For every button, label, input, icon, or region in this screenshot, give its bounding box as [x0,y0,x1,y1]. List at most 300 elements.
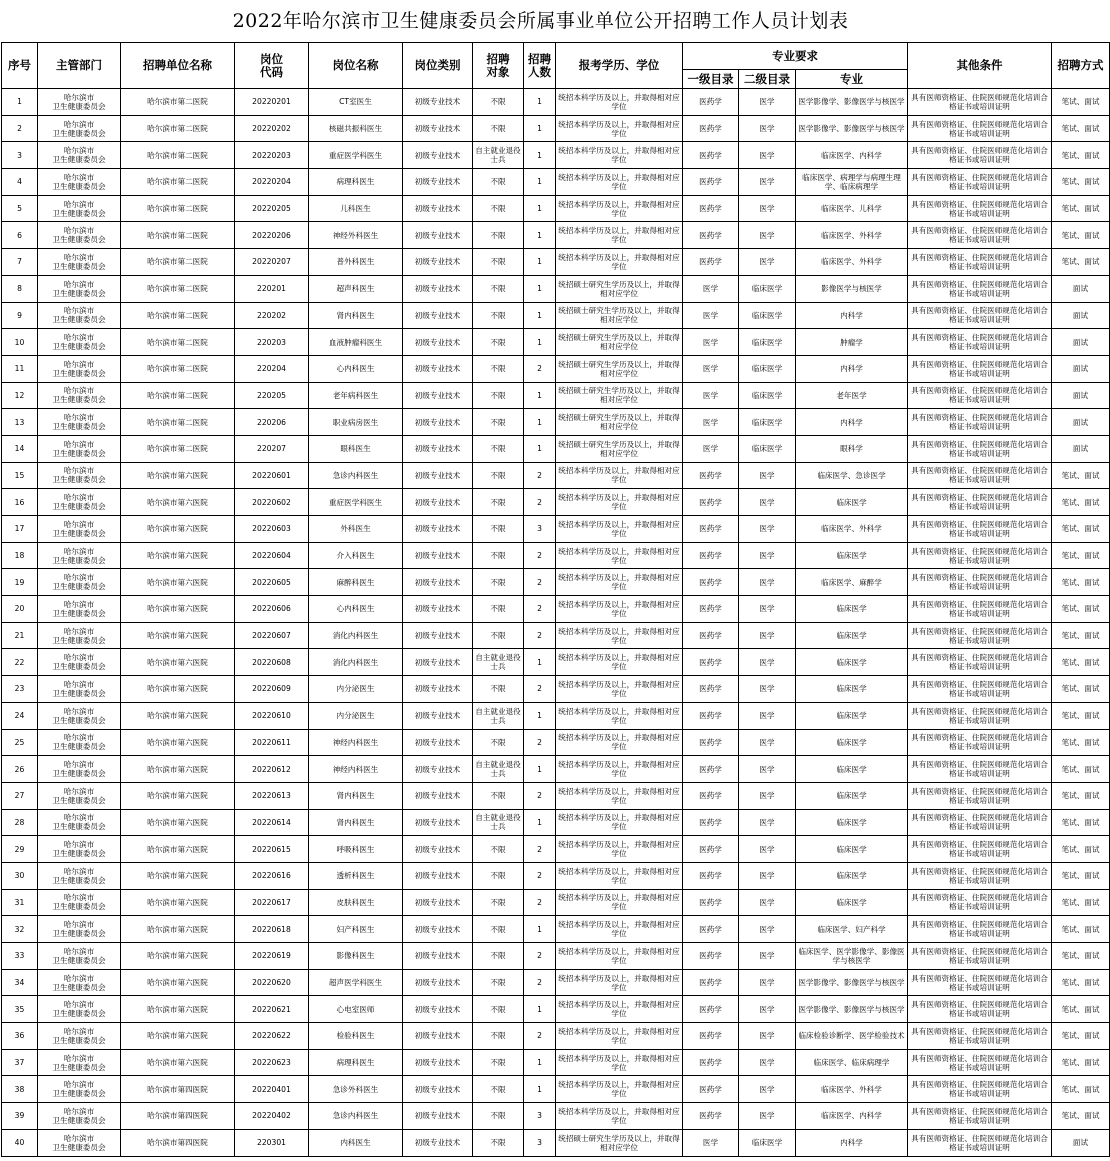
cell-post: 核磁共振科医生 [309,115,403,142]
cell-count: 2 [524,462,556,489]
cell-major-l1: 医学 [683,409,739,436]
cell-seq: 26 [2,756,38,783]
cell-seq: 30 [2,862,38,889]
cell-other: 具有医师资格证、住院医师规范化培训合格证书或培训证明 [908,409,1052,436]
table-row [2,355,1110,382]
cell-count: 1 [524,702,556,729]
cell-target: 不限 [473,889,524,916]
cell-other: 具有医师资格证、住院医师规范化培训合格证书或培训证明 [908,516,1052,543]
cell-code: 20220402 [235,1103,309,1130]
cell-seq: 33 [2,943,38,970]
cell-dept: 哈尔滨市 卫生健康委员会 [38,622,121,649]
cell-post: 重症医学科医生 [309,142,403,169]
cell-major: 临床医学、妇产科学 [796,916,908,943]
cell-method: 笔试、面试 [1052,169,1110,196]
cell-dept: 哈尔滨市 卫生健康委员会 [38,542,121,569]
cell-other: 具有医师资格证、住院医师规范化培训合格证书或培训证明 [908,1049,1052,1076]
cell-seq: 2 [2,115,38,142]
cell-major-l1: 医药学 [683,1103,739,1130]
header-major: 专业 [796,70,908,89]
cell-major-l2: 医学 [739,622,796,649]
table-row [2,1076,1110,1103]
cell-major-l2: 临床医学 [739,382,796,409]
cell-count: 1 [524,275,556,302]
cell-post: 内科医生 [309,1129,403,1156]
cell-target: 自主就业退役士兵 [473,756,524,783]
cell-major-l1: 医学 [683,435,739,462]
cell-category: 初级专业技术 [403,969,473,996]
cell-major: 临床医学、麻醉学 [796,569,908,596]
cell-other: 具有医师资格证、住院医师规范化培训合格证书或培训证明 [908,702,1052,729]
cell-major-l1: 医药学 [683,916,739,943]
cell-other: 具有医师资格证、住院医师规范化培训合格证书或培训证明 [908,435,1052,462]
cell-seq: 40 [2,1129,38,1156]
cell-category: 初级专业技术 [403,569,473,596]
cell-major-l1: 医药学 [683,1023,739,1050]
cell-other: 具有医师资格证、住院医师规范化培训合格证书或培训证明 [908,462,1052,489]
cell-edu: 统招本科学历及以上，并取得相对应学位 [556,862,683,889]
cell-seq: 17 [2,516,38,543]
cell-unit: 哈尔滨市第六医院 [121,943,235,970]
cell-dept: 哈尔滨市 卫生健康委员会 [38,676,121,703]
cell-post: 病理科医生 [309,1049,403,1076]
cell-method: 面试 [1052,1129,1110,1156]
cell-code: 220205 [235,382,309,409]
cell-seq: 12 [2,382,38,409]
cell-count: 2 [524,836,556,863]
cell-seq: 13 [2,409,38,436]
cell-dept: 哈尔滨市 卫生健康委员会 [38,1103,121,1130]
cell-post: 影像科医生 [309,943,403,970]
cell-category: 初级专业技术 [403,275,473,302]
cell-code: 20220617 [235,889,309,916]
cell-method: 笔试、面试 [1052,489,1110,516]
table-row [2,596,1110,623]
cell-method: 笔试、面试 [1052,729,1110,756]
cell-seq: 14 [2,435,38,462]
cell-other: 具有医师资格证、住院医师规范化培训合格证书或培训证明 [908,969,1052,996]
cell-count: 1 [524,142,556,169]
cell-other: 具有医师资格证、住院医师规范化培训合格证书或培训证明 [908,649,1052,676]
cell-count: 2 [524,889,556,916]
cell-other: 具有医师资格证、住院医师规范化培训合格证书或培训证明 [908,169,1052,196]
cell-post: 血液肿瘤科医生 [309,329,403,356]
cell-count: 2 [524,969,556,996]
cell-edu: 统招硕士研究生学历及以上，并取得相对应学位 [556,409,683,436]
cell-major-l1: 医药学 [683,756,739,783]
cell-count: 2 [524,542,556,569]
cell-count: 2 [524,1023,556,1050]
cell-major-l2: 医学 [739,516,796,543]
cell-edu: 统招本科学历及以上，并取得相对应学位 [556,462,683,489]
cell-post: 急诊外科医生 [309,1076,403,1103]
cell-method: 笔试、面试 [1052,969,1110,996]
cell-code: 20220609 [235,676,309,703]
cell-other: 具有医师资格证、住院医师规范化培训合格证书或培训证明 [908,569,1052,596]
cell-major-l1: 医药学 [683,782,739,809]
cell-count: 1 [524,916,556,943]
cell-method: 笔试、面试 [1052,916,1110,943]
cell-category: 初级专业技术 [403,729,473,756]
cell-method: 面试 [1052,382,1110,409]
cell-category: 初级专业技术 [403,516,473,543]
cell-count: 1 [524,115,556,142]
cell-category: 初级专业技术 [403,889,473,916]
cell-post: 重症医学科医生 [309,489,403,516]
cell-post: 皮肤科医生 [309,889,403,916]
table-row [2,782,1110,809]
cell-post: 超声科医生 [309,275,403,302]
cell-target: 不限 [473,1129,524,1156]
cell-count: 2 [524,489,556,516]
cell-unit: 哈尔滨市第二医院 [121,222,235,249]
header-target: 招聘 对象 [473,43,524,89]
cell-major-l1: 医药学 [683,142,739,169]
cell-edu: 统招硕士研究生学历及以上，并取得相对应学位 [556,1129,683,1156]
cell-category: 初级专业技术 [403,329,473,356]
cell-edu: 统招本科学历及以上，并取得相对应学位 [556,222,683,249]
cell-post: 内分泌医生 [309,676,403,703]
cell-method: 笔试、面试 [1052,756,1110,783]
cell-major: 临床医学 [796,702,908,729]
table-row [2,249,1110,276]
table-row [2,516,1110,543]
cell-dept: 哈尔滨市 卫生健康委员会 [38,756,121,783]
cell-major: 临床医学 [796,596,908,623]
cell-category: 初级专业技术 [403,1023,473,1050]
table-row [2,489,1110,516]
cell-count: 1 [524,382,556,409]
cell-major-l2: 临床医学 [739,302,796,329]
cell-target: 自主就业退役士兵 [473,142,524,169]
cell-dept: 哈尔滨市 卫生健康委员会 [38,836,121,863]
table-row [2,195,1110,222]
cell-category: 初级专业技术 [403,756,473,783]
cell-dept: 哈尔滨市 卫生健康委员会 [38,435,121,462]
cell-major-l2: 医学 [739,1023,796,1050]
cell-seq: 24 [2,702,38,729]
cell-major-l1: 医药学 [683,489,739,516]
cell-other: 具有医师资格证、住院医师规范化培训合格证书或培训证明 [908,782,1052,809]
cell-major: 影像医学与核医学 [796,275,908,302]
cell-major-l2: 医学 [739,676,796,703]
cell-count: 2 [524,622,556,649]
cell-target: 不限 [473,569,524,596]
cell-other: 具有医师资格证、住院医师规范化培训合格证书或培训证明 [908,249,1052,276]
cell-other: 具有医师资格证、住院医师规范化培训合格证书或培训证明 [908,142,1052,169]
cell-edu: 统招本科学历及以上，并取得相对应学位 [556,142,683,169]
cell-other: 具有医师资格证、住院医师规范化培训合格证书或培训证明 [908,1129,1052,1156]
cell-seq: 21 [2,622,38,649]
cell-code: 20220621 [235,996,309,1023]
cell-major-l1: 医学 [683,329,739,356]
cell-unit: 哈尔滨市第二医院 [121,382,235,409]
cell-unit: 哈尔滨市第二医院 [121,89,235,116]
cell-seq: 25 [2,729,38,756]
cell-dept: 哈尔滨市 卫生健康委员会 [38,1049,121,1076]
cell-count: 1 [524,435,556,462]
cell-major-l2: 医学 [739,943,796,970]
cell-target: 不限 [473,435,524,462]
cell-code: 220207 [235,435,309,462]
cell-post: 肾内科医生 [309,782,403,809]
cell-method: 笔试、面试 [1052,1023,1110,1050]
cell-edu: 统招本科学历及以上，并取得相对应学位 [556,702,683,729]
cell-other: 具有医师资格证、住院医师规范化培训合格证书或培训证明 [908,195,1052,222]
cell-code: 20220201 [235,89,309,116]
cell-code: 20220207 [235,249,309,276]
cell-unit: 哈尔滨市第六医院 [121,782,235,809]
cell-category: 初级专业技术 [403,435,473,462]
table-row [2,729,1110,756]
cell-count: 2 [524,943,556,970]
header-category: 岗位类别 [403,43,473,89]
table-row [2,275,1110,302]
cell-major-l2: 医学 [739,649,796,676]
cell-seq: 39 [2,1103,38,1130]
cell-category: 初级专业技术 [403,782,473,809]
cell-unit: 哈尔滨市第二医院 [121,249,235,276]
cell-category: 初级专业技术 [403,1129,473,1156]
table-row [2,916,1110,943]
cell-count: 1 [524,302,556,329]
cell-major-l1: 医药学 [683,702,739,729]
header-edu: 报考学历、学位 [556,43,683,89]
cell-code: 220201 [235,275,309,302]
cell-seq: 36 [2,1023,38,1050]
cell-edu: 统招本科学历及以上，并取得相对应学位 [556,569,683,596]
cell-major-l1: 医药学 [683,809,739,836]
cell-dept: 哈尔滨市 卫生健康委员会 [38,302,121,329]
cell-seq: 18 [2,542,38,569]
table-row [2,1103,1110,1130]
cell-method: 笔试、面试 [1052,702,1110,729]
cell-edu: 统招本科学历及以上，并取得相对应学位 [556,943,683,970]
cell-target: 不限 [473,1103,524,1130]
cell-target: 自主就业退役士兵 [473,649,524,676]
cell-code: 20220614 [235,809,309,836]
cell-seq: 11 [2,355,38,382]
cell-other: 具有医师资格证、住院医师规范化培训合格证书或培训证明 [908,355,1052,382]
cell-edu: 统招本科学历及以上，并取得相对应学位 [556,596,683,623]
cell-method: 笔试、面试 [1052,569,1110,596]
cell-method: 笔试、面试 [1052,809,1110,836]
cell-method: 笔试、面试 [1052,115,1110,142]
cell-count: 3 [524,1129,556,1156]
recruitment-plan-table [1,42,1110,1157]
cell-edu: 统招本科学历及以上，并取得相对应学位 [556,969,683,996]
cell-major: 内科学 [796,1129,908,1156]
cell-major-l2: 医学 [739,569,796,596]
cell-post: 内分泌医生 [309,702,403,729]
cell-count: 1 [524,222,556,249]
cell-unit: 哈尔滨市第二医院 [121,329,235,356]
header-seq: 序号 [2,43,38,89]
header-unit: 招聘单位名称 [121,43,235,89]
cell-unit: 哈尔滨市第六医院 [121,836,235,863]
cell-target: 不限 [473,1023,524,1050]
cell-code: 20220620 [235,969,309,996]
cell-target: 不限 [473,115,524,142]
cell-count: 2 [524,355,556,382]
cell-unit: 哈尔滨市第二医院 [121,302,235,329]
cell-category: 初级专业技术 [403,1049,473,1076]
cell-major-l1: 医药学 [683,115,739,142]
cell-unit: 哈尔滨市第二医院 [121,115,235,142]
cell-unit: 哈尔滨市第六医院 [121,676,235,703]
cell-major: 老年医学 [796,382,908,409]
cell-code: 20220204 [235,169,309,196]
cell-category: 初级专业技术 [403,943,473,970]
cell-unit: 哈尔滨市第六医院 [121,1049,235,1076]
cell-edu: 统招本科学历及以上，并取得相对应学位 [556,809,683,836]
cell-dept: 哈尔滨市 卫生健康委员会 [38,489,121,516]
cell-unit: 哈尔滨市第六医院 [121,729,235,756]
table-row [2,943,1110,970]
cell-major-l1: 医药学 [683,89,739,116]
cell-category: 初级专业技术 [403,169,473,196]
cell-count: 3 [524,516,556,543]
cell-post: 老年病科医生 [309,382,403,409]
cell-major-l1: 医药学 [683,249,739,276]
cell-unit: 哈尔滨市第六医院 [121,516,235,543]
cell-major-l1: 医学 [683,382,739,409]
cell-method: 笔试、面试 [1052,996,1110,1023]
cell-major: 临床医学、内科学 [796,1103,908,1130]
cell-dept: 哈尔滨市 卫生健康委员会 [38,516,121,543]
cell-code: 20220607 [235,622,309,649]
cell-category: 初级专业技术 [403,115,473,142]
cell-major-l1: 医学 [683,355,739,382]
table-row [2,836,1110,863]
cell-unit: 哈尔滨市第六医院 [121,649,235,676]
cell-dept: 哈尔滨市 卫生健康委员会 [38,1023,121,1050]
cell-major: 临床医学 [796,862,908,889]
document-title: 2022年哈尔滨市卫生健康委员会所属事业单位公开招聘工作人员计划表 [232,10,849,32]
cell-target: 不限 [473,969,524,996]
cell-target: 自主就业退役士兵 [473,702,524,729]
cell-seq: 34 [2,969,38,996]
cell-seq: 15 [2,462,38,489]
cell-major-l2: 医学 [739,222,796,249]
cell-post: 神经内科医生 [309,756,403,783]
cell-other: 具有医师资格证、住院医师规范化培训合格证书或培训证明 [908,1103,1052,1130]
header-other: 其他条件 [908,43,1052,89]
cell-seq: 35 [2,996,38,1023]
cell-edu: 统招本科学历及以上，并取得相对应学位 [556,115,683,142]
cell-code: 20220205 [235,195,309,222]
cell-edu: 统招本科学历及以上，并取得相对应学位 [556,89,683,116]
cell-seq: 4 [2,169,38,196]
cell-count: 2 [524,729,556,756]
cell-target: 不限 [473,916,524,943]
table-row [2,622,1110,649]
cell-unit: 哈尔滨市第二医院 [121,355,235,382]
cell-major: 临床医学、医学影像学、影像医学与核医学 [796,943,908,970]
cell-count: 3 [524,1103,556,1130]
cell-method: 笔试、面试 [1052,782,1110,809]
cell-dept: 哈尔滨市 卫生健康委员会 [38,809,121,836]
cell-major: 临床医学 [796,649,908,676]
table-row [2,569,1110,596]
cell-other: 具有医师资格证、住院医师规范化培训合格证书或培训证明 [908,1076,1052,1103]
cell-dept: 哈尔滨市 卫生健康委员会 [38,649,121,676]
table-row [2,302,1110,329]
cell-target: 不限 [473,329,524,356]
cell-post: 心电室医师 [309,996,403,1023]
cell-major-l1: 医药学 [683,195,739,222]
cell-major-l1: 医学 [683,1129,739,1156]
cell-major: 眼科学 [796,435,908,462]
cell-major: 临床医学 [796,542,908,569]
cell-other: 具有医师资格证、住院医师规范化培训合格证书或培训证明 [908,676,1052,703]
cell-target: 不限 [473,169,524,196]
cell-post: 急诊内科医生 [309,1103,403,1130]
header-dept: 主管部门 [38,43,121,89]
cell-code: 220203 [235,329,309,356]
cell-post: 介入科医生 [309,542,403,569]
cell-category: 初级专业技术 [403,996,473,1023]
cell-major-l1: 医药学 [683,889,739,916]
cell-major-l2: 医学 [739,195,796,222]
table-row [2,1129,1110,1156]
cell-edu: 统招本科学历及以上，并取得相对应学位 [556,169,683,196]
cell-unit: 哈尔滨市第六医院 [121,889,235,916]
cell-other: 具有医师资格证、住院医师规范化培训合格证书或培训证明 [908,329,1052,356]
cell-method: 笔试、面试 [1052,142,1110,169]
cell-seq: 29 [2,836,38,863]
cell-target: 不限 [473,782,524,809]
cell-major-l1: 医药学 [683,542,739,569]
cell-category: 初级专业技术 [403,142,473,169]
cell-method: 笔试、面试 [1052,1103,1110,1130]
cell-dept: 哈尔滨市 卫生健康委员会 [38,115,121,142]
cell-other: 具有医师资格证、住院医师规范化培训合格证书或培训证明 [908,222,1052,249]
cell-major-l2: 临床医学 [739,275,796,302]
table-row [2,996,1110,1023]
cell-major-l2: 医学 [739,969,796,996]
cell-seq: 22 [2,649,38,676]
cell-unit: 哈尔滨市第六医院 [121,596,235,623]
cell-other: 具有医师资格证、住院医师规范化培训合格证书或培训证明 [908,622,1052,649]
header-major-group: 专业要求 [683,43,908,70]
cell-other: 具有医师资格证、住院医师规范化培训合格证书或培训证明 [908,729,1052,756]
cell-major-l2: 医学 [739,756,796,783]
cell-seq: 3 [2,142,38,169]
cell-post: 神经内科医生 [309,729,403,756]
cell-edu: 统招本科学历及以上，并取得相对应学位 [556,1023,683,1050]
cell-count: 1 [524,409,556,436]
cell-major-l1: 医药学 [683,676,739,703]
cell-unit: 哈尔滨市第六医院 [121,996,235,1023]
table-row [2,1023,1110,1050]
cell-edu: 统招本科学历及以上，并取得相对应学位 [556,195,683,222]
cell-major: 内科学 [796,409,908,436]
cell-method: 笔试、面试 [1052,676,1110,703]
cell-major-l1: 医药学 [683,622,739,649]
cell-major: 临床检验诊断学、医学检验技术 [796,1023,908,1050]
cell-seq: 31 [2,889,38,916]
cell-count: 2 [524,676,556,703]
cell-target: 不限 [473,89,524,116]
cell-count: 1 [524,809,556,836]
cell-major-l2: 医学 [739,809,796,836]
cell-dept: 哈尔滨市 卫生健康委员会 [38,355,121,382]
cell-category: 初级专业技术 [403,702,473,729]
cell-code: 20220604 [235,542,309,569]
cell-code: 20220623 [235,1049,309,1076]
cell-category: 初级专业技术 [403,676,473,703]
